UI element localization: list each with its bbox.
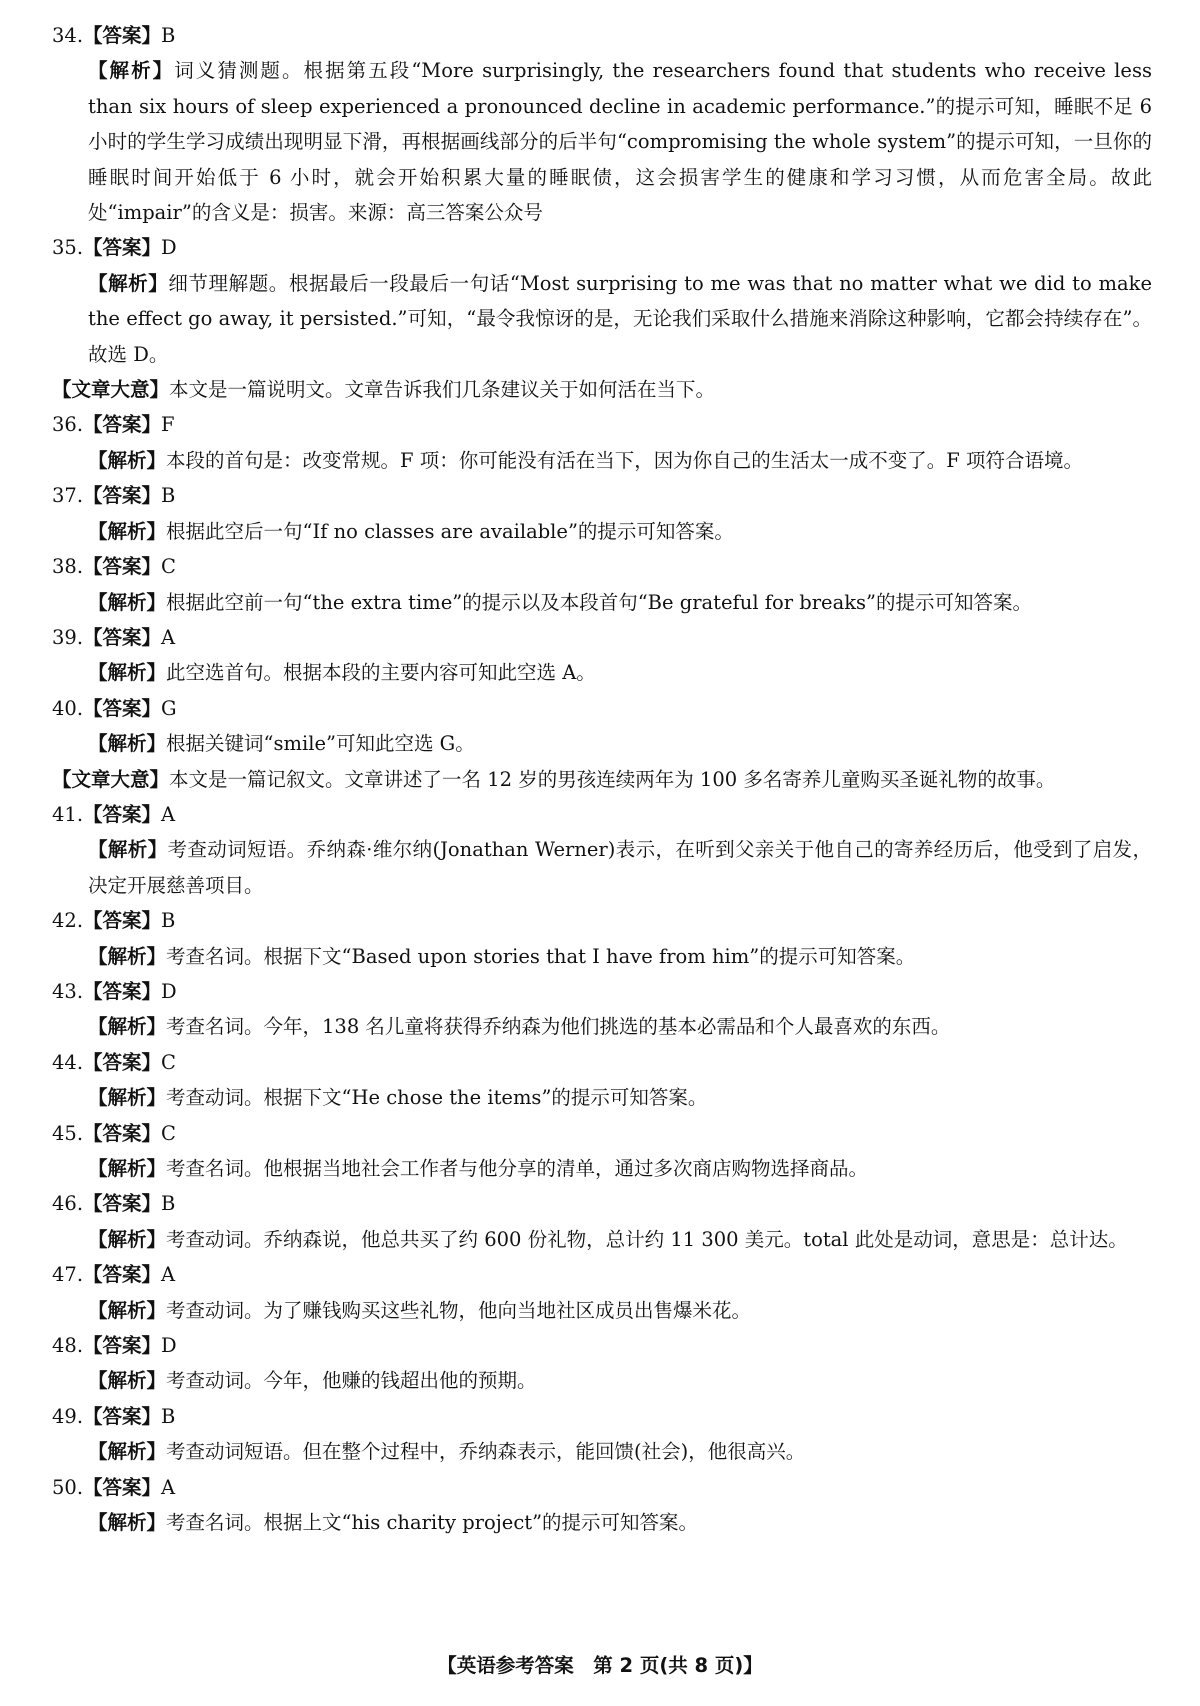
answer-line bbox=[52, 1045, 1152, 1080]
explanation-tag: 【解析】 bbox=[88, 1227, 167, 1251]
explanation-tag: 【解析】 bbox=[88, 1440, 167, 1464]
answer-tag: 【答案】 bbox=[83, 696, 162, 720]
explanation-text: 考查动词。根据下文“He chose the items”的提示可知答案。 bbox=[166, 1086, 708, 1110]
summary-text: 本文是一篇说明文。文章告诉我们几条建议关于如何活在当下。 bbox=[169, 378, 716, 402]
answer-letter: B bbox=[161, 1192, 176, 1216]
explanation-tag: 【解析】 bbox=[88, 732, 167, 756]
question-number: 39. bbox=[52, 625, 84, 649]
explanation-text: 此空选首句。根据本段的主要内容可知此空选 A。 bbox=[166, 661, 596, 685]
explanation bbox=[52, 1293, 1152, 1328]
answer-tag: 【答案】 bbox=[83, 484, 162, 508]
answer-letter: C bbox=[161, 1121, 176, 1145]
explanation-text: 考查动词。乔纳森说，他总共买了约 600 份礼物，总计约 11 300 美元。total 此处是动词，意思是：总计达。 bbox=[166, 1227, 1128, 1251]
answer-letter: A bbox=[161, 1263, 176, 1287]
explanation-tag: 【解析】 bbox=[88, 1369, 167, 1393]
answer-tag: 【答案】 bbox=[83, 909, 162, 933]
explanation-tag: 【解析】 bbox=[88, 590, 167, 614]
question-number: 45. bbox=[52, 1121, 84, 1145]
explanation-text: 考查动词短语。乔纳森·维尔纳(Jonathan Werner)表示，在听到父亲关于他自己的寄养经历后，他受到了启发，决定开展慈善项目。 bbox=[88, 838, 1152, 897]
explanation-tag: 【解析】 bbox=[88, 519, 167, 543]
question-number: 35. bbox=[52, 236, 84, 260]
question-number: 40. bbox=[52, 696, 84, 720]
answer-line bbox=[52, 797, 1152, 832]
question-number: 36. bbox=[52, 413, 84, 437]
question-number: 48. bbox=[52, 1334, 84, 1358]
explanation-tag: 【解析】 bbox=[88, 1157, 167, 1180]
explanation-tag: 【解析】 bbox=[88, 661, 167, 685]
summary-text: 本文是一篇记叙文。文章讲述了一名 12 岁的男孩连续两年为 100 多名寄养儿童购买圣诞礼物的故事。 bbox=[169, 767, 1056, 791]
explanation-tag: 【解析】 bbox=[88, 271, 169, 295]
answer-line bbox=[52, 478, 1152, 513]
explanation-text: 考查动词短语。但在整个过程中，乔纳森表示，能回馈(社会)，他很高兴。 bbox=[166, 1440, 806, 1464]
answer-tag: 【答案】 bbox=[83, 24, 162, 47]
answer-tag: 【答案】 bbox=[83, 1050, 162, 1074]
explanation bbox=[52, 1434, 1152, 1469]
explanation bbox=[52, 266, 1152, 372]
explanation bbox=[52, 655, 1152, 690]
explanation bbox=[52, 1222, 1152, 1257]
answer-tag: 【答案】 bbox=[83, 236, 162, 260]
answer-line bbox=[52, 1328, 1152, 1363]
page-footer: 【英语参考答案 第 2 页(共 8 页)】 bbox=[437, 1654, 763, 1677]
explanation-text: 本段的首句是：改变常规。F 项：你可能没有活在当下，因为你自己的生活太一成不变了。F 项符合语境。 bbox=[166, 448, 1083, 472]
explanation bbox=[52, 1151, 1152, 1186]
answer-letter: C bbox=[161, 555, 176, 579]
question-number: 38. bbox=[52, 555, 84, 579]
answer-line bbox=[52, 903, 1152, 938]
answer-tag: 【答案】 bbox=[83, 1334, 162, 1358]
answer-line bbox=[52, 620, 1152, 655]
answer-letter: D bbox=[161, 236, 177, 260]
question-number: 37. bbox=[52, 484, 84, 508]
answer-letter: G bbox=[161, 696, 177, 720]
answer-line bbox=[52, 1116, 1152, 1151]
explanation-tag: 【解析】 bbox=[88, 1086, 167, 1110]
explanation bbox=[52, 585, 1152, 620]
answer-letter: C bbox=[161, 1050, 176, 1074]
answer-letter: A bbox=[161, 625, 176, 649]
explanation bbox=[52, 1505, 1152, 1540]
explanation-text: 词义猜测题。根据第五段“More surprisingly, the researchers found that students who receive less than six hours of sleep experienced a pronounced decline in academic performance.”的提示可知，睡眠不足 6 小时的学生学习成绩出现明显下滑，再根据画线部分的后半句“compromising the whole system”的提示可知，一旦你的睡眠时间开始低于 6 小时，就会开始积累大量的睡眠债，这会损害学生的健康和学习习惯，从而危害全局。故此处“impair”的含义是：损害。来源：高三答案公众号 bbox=[88, 59, 1152, 225]
answer-line bbox=[52, 407, 1152, 442]
answer-line bbox=[52, 1186, 1152, 1221]
explanation-text: 考查动词。今年，他赚的钱超出他的预期。 bbox=[166, 1369, 537, 1393]
explanation-tag: 【解析】 bbox=[88, 1015, 167, 1039]
explanation-text: 考查名词。他根据当地社会工作者与他分享的清单，通过多次商店购物选择商品。 bbox=[166, 1157, 869, 1180]
answer-line bbox=[52, 549, 1152, 584]
question-number: 46. bbox=[52, 1192, 84, 1216]
answer-tag: 【答案】 bbox=[83, 413, 162, 437]
answer-line bbox=[52, 691, 1152, 726]
answer-letter: B bbox=[161, 24, 176, 47]
answer-letter: B bbox=[161, 1404, 176, 1428]
question-number: 41. bbox=[52, 802, 84, 826]
answer-list bbox=[52, 18, 1152, 1540]
answer-letter: F bbox=[161, 413, 175, 437]
answer-tag: 【答案】 bbox=[83, 625, 162, 649]
explanation bbox=[52, 443, 1152, 478]
answer-line bbox=[52, 18, 1152, 53]
explanation bbox=[52, 726, 1152, 761]
explanation-text: 考查名词。根据下文“Based upon stories that I have from him”的提示可知答案。 bbox=[166, 944, 916, 968]
answer-line bbox=[52, 1470, 1152, 1505]
explanation bbox=[52, 1363, 1152, 1398]
explanation-text: 根据关键词“smile”可知此空选 G。 bbox=[166, 732, 475, 756]
explanation-text: 根据此空后一句“If no classes are available”的提示可知答案。 bbox=[166, 519, 734, 543]
question-number: 34. bbox=[52, 24, 84, 47]
question-number: 44. bbox=[52, 1050, 84, 1074]
explanation-text: 考查名词。今年，138 名儿童将获得乔纳森为他们挑选的基本必需品和个人最喜欢的东西。 bbox=[166, 1015, 951, 1039]
explanation bbox=[52, 832, 1152, 903]
answer-tag: 【答案】 bbox=[83, 1404, 162, 1428]
question-number: 43. bbox=[52, 979, 84, 1003]
answer-letter: D bbox=[161, 1334, 177, 1358]
answer-line bbox=[52, 1257, 1152, 1292]
explanation bbox=[52, 1080, 1152, 1115]
answer-tag: 【答案】 bbox=[83, 979, 162, 1003]
answer-letter: B bbox=[161, 484, 176, 508]
article-summary bbox=[52, 762, 1152, 797]
answer-tag: 【答案】 bbox=[83, 1263, 162, 1287]
explanation-text: 根据此空前一句“the extra time”的提示以及本段首句“Be grateful for breaks”的提示可知答案。 bbox=[166, 590, 1033, 614]
explanation-text: 考查动词。为了赚钱购买这些礼物，他向当地社区成员出售爆米花。 bbox=[166, 1298, 752, 1322]
explanation bbox=[52, 1009, 1152, 1044]
explanation-tag: 【解析】 bbox=[88, 838, 168, 862]
answer-letter: D bbox=[161, 979, 177, 1003]
summary-tag: 【文章大意】 bbox=[52, 767, 170, 791]
answer-line bbox=[52, 230, 1152, 265]
answer-tag: 【答案】 bbox=[83, 802, 162, 826]
article-summary bbox=[52, 372, 1152, 407]
answer-line bbox=[52, 1399, 1152, 1434]
question-number: 50. bbox=[52, 1475, 84, 1499]
explanation bbox=[52, 53, 1152, 230]
answer-line bbox=[52, 974, 1152, 1009]
explanation-tag: 【解析】 bbox=[88, 1511, 167, 1535]
question-number: 42. bbox=[52, 909, 84, 933]
explanation-tag: 【解析】 bbox=[88, 59, 175, 83]
answer-letter: A bbox=[161, 1475, 176, 1499]
answer-tag: 【答案】 bbox=[83, 1192, 162, 1216]
summary-tag: 【文章大意】 bbox=[52, 378, 170, 402]
answer-letter: B bbox=[161, 909, 176, 933]
question-number: 49. bbox=[52, 1404, 84, 1428]
explanation-text: 考查名词。根据上文“his charity project”的提示可知答案。 bbox=[166, 1511, 699, 1535]
explanation-tag: 【解析】 bbox=[88, 944, 167, 968]
explanation-text: 细节理解题。根据最后一段最后一句话“Most surprising to me was that no matter what we did to make the effect go away, it persisted.”可知，“最令我惊讶的是，无论我们采取什么措施来消除这种影响，它都会持续存在”。故选 D。 bbox=[88, 271, 1152, 366]
explanation bbox=[52, 514, 1152, 549]
answer-tag: 【答案】 bbox=[83, 555, 162, 579]
question-number: 47. bbox=[52, 1263, 84, 1287]
answer-tag: 【答案】 bbox=[83, 1475, 162, 1499]
explanation-tag: 【解析】 bbox=[88, 448, 167, 472]
answer-tag: 【答案】 bbox=[83, 1121, 162, 1145]
explanation bbox=[52, 939, 1152, 974]
answer-letter: A bbox=[161, 802, 176, 826]
explanation-tag: 【解析】 bbox=[88, 1298, 167, 1322]
